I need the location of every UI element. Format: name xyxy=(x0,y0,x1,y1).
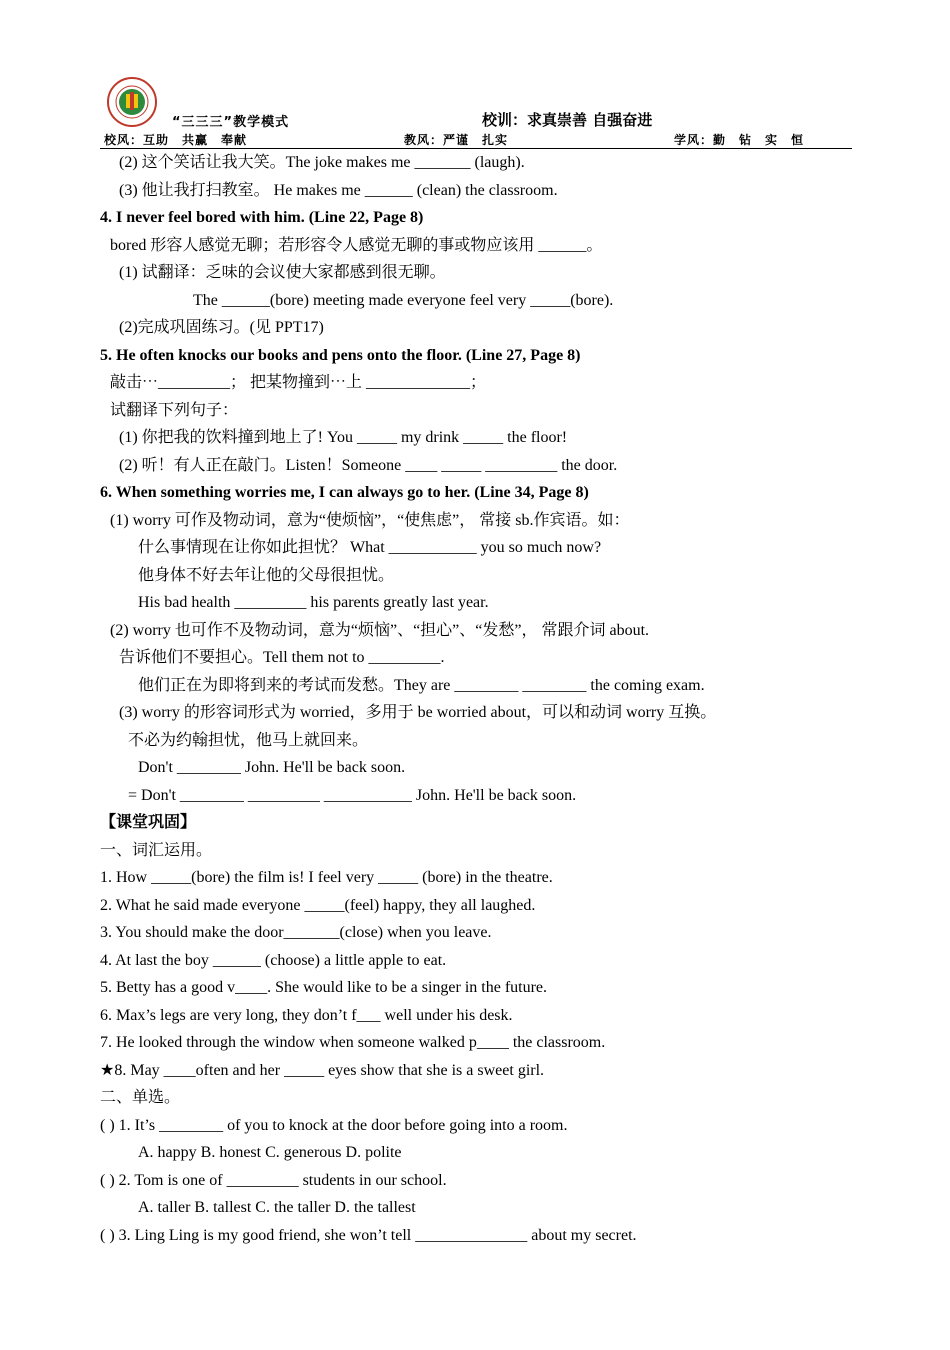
text-line: 试翻译下列句子： xyxy=(110,402,239,419)
question-item: ( ) 2. Tom is one of _________ students in our school. xyxy=(100,1172,447,1189)
text-line: 不必为约翰担忧，他马上就回来。 xyxy=(128,732,369,749)
study-style: 学风：勤 钻 实 恒 xyxy=(674,133,805,147)
section-heading: 6. When something worries me, I can always go to her. (Line 34, Page 8) xyxy=(100,484,589,501)
text-line: 他们正在为即将到来的考试而发愁。They are ________ ________ the coming exam. xyxy=(138,677,705,694)
text-line: (2) 这个笑话让我大笑。The joke makes me _______ (laugh). xyxy=(119,154,525,171)
header-divider xyxy=(100,148,852,149)
text-line: 什么事情现在让你如此担忧？ What ___________ you so much now? xyxy=(138,539,602,556)
exercise-item: 2. What he said made everyone _____(feel) happy, they all laughed. xyxy=(100,897,536,914)
answer-options: A. happy B. honest C. generous D. polite xyxy=(138,1144,402,1161)
text-line: (2) worry 也可作不及物动词，意为“烦恼”、“担心”、“发愁”， 常跟介词 about. xyxy=(110,622,650,639)
teaching-model-motto: “三三三”教学模式 xyxy=(172,115,290,130)
text-line: (1) worry 可作及物动词，意为“使烦恼”，“使焦虑”， 常接 sb.作宾语。如： xyxy=(110,512,630,529)
text-line: (1) 试翻译：乏味的会议使大家都感到很无聊。 xyxy=(119,264,446,281)
section-heading: 5. He often knocks our books and pens onto the floor. (Line 27, Page 8) xyxy=(100,347,581,364)
text-line: His bad health _________ his parents greatly last year. xyxy=(138,594,489,611)
text-line: 一、词汇运用。 xyxy=(100,842,213,859)
text-line: (2)完成巩固练习。(见 PPT17) xyxy=(119,319,324,336)
teaching-style: 教风：严谨 扎实 xyxy=(404,133,509,147)
exercise-item: 6. Max’s legs are very long, they don’t f___ well under his desk. xyxy=(100,1007,513,1024)
text-line: (1) 你把我的饮料撞到地上了! You _____ my drink _____ the floor! xyxy=(119,429,568,446)
exercise-item: 4. At last the boy ______ (choose) a little apple to eat. xyxy=(100,952,447,969)
text-line: Don't ________ John. He'll be back soon. xyxy=(138,759,406,776)
school-motto: 校训：求真崇善 自强奋进 xyxy=(482,111,653,129)
text-line: (3) 他让我打扫教室。 He makes me ______ (clean) the classroom. xyxy=(119,182,558,199)
exercise-item: 7. He looked through the window when someone walked p____ the classroom. xyxy=(100,1034,606,1051)
question-item: ( ) 3. Ling Ling is my good friend, she won’t tell ______________ about my secret. xyxy=(100,1227,637,1244)
text-line: 他身体不好去年让他的父母很担忧。 xyxy=(138,567,395,584)
page-header xyxy=(100,76,852,150)
section-heading: 【课堂巩固】 xyxy=(100,814,197,831)
text-line: 二、单选。 xyxy=(100,1089,181,1106)
exercise-item: 5. Betty has a good v____. She would like to be a singer in the future. xyxy=(100,979,548,996)
text-line: (3) worry 的形容词形式为 worried，多用于 be worried about，可以和动词 worry 互换。 xyxy=(119,704,717,721)
school-style: 校风：互助 共赢 奉献 xyxy=(104,133,248,147)
exercise-item: 3. You should make the door_______(close) when you leave. xyxy=(100,924,492,941)
text-line: (2) 听！有人正在敲门。Listen！Someone ____ _____ _________ the door. xyxy=(119,457,618,474)
section-heading: 4. I never feel bored with him. (Line 22, Page 8) xyxy=(100,209,424,226)
answer-options: A. taller B. tallest C. the taller D. the tallest xyxy=(138,1199,416,1216)
text-line: 告诉他们不要担心。Tell them not to _________. xyxy=(119,649,445,666)
text-line: = Don't ________ _________ ___________ John. He'll be back soon. xyxy=(128,787,577,804)
text-line: 敲击⋯_________； 把某物撞到⋯上 _____________； xyxy=(110,374,487,391)
text-line: The ______(bore) meeting made everyone feel very _____(bore). xyxy=(193,292,614,309)
question-item: ( ) 1. It’s ________ of you to knock at the door before going into a room. xyxy=(100,1117,568,1134)
exercise-item: ★8. May ____often and her _____ eyes show that she is a sweet girl. xyxy=(100,1062,545,1079)
school-logo-icon xyxy=(100,76,164,128)
text-line: bored 形容人感觉无聊；若形容令人感觉无聊的事或物应该用 ______。 xyxy=(110,237,603,254)
exercise-item: 1. How _____(bore) the film is! I feel very _____ (bore) in the theatre. xyxy=(100,869,553,886)
